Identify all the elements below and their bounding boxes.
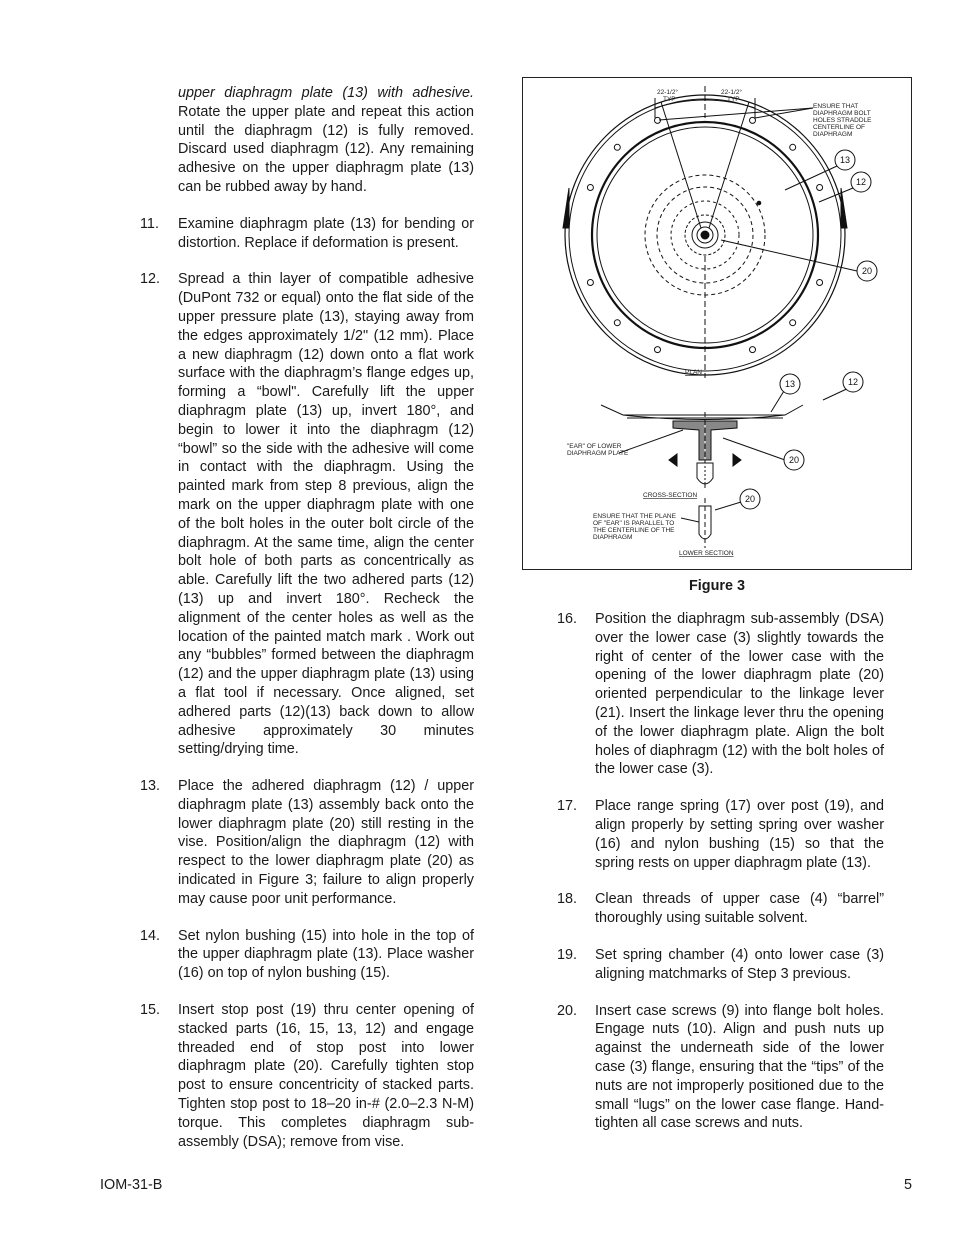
step-number: 20. (557, 1002, 578, 1019)
bubble-13-section: 13 (784, 379, 796, 389)
step-19 (557, 946, 884, 984)
step-13 (140, 777, 474, 909)
note-bottom-line-1: ENSURE THAT THE PLANE (593, 513, 676, 520)
step-number: 16. (557, 611, 578, 627)
typ-right-label: TYP (727, 96, 740, 103)
note-bottom-line-3: THE CENTERLINE OF THE (593, 527, 675, 534)
step-text: Set nylon bushing (15) into hole in the top of the upper diaphragm plate (13). Place washer (16) on top of nylon bushing (15). (178, 927, 474, 982)
step-number: 14. (140, 927, 161, 944)
cross-section-label: CROSS-SECTION (643, 492, 698, 499)
diaphragm-diagram (523, 78, 911, 569)
step-text: Set spring chamber (4) onto lower case (3) aligning matchmarks of Step 3 previous. (595, 946, 884, 982)
right-steps-list (557, 610, 884, 1133)
step-number: 11. (140, 215, 159, 232)
angle-left-label: 22-1/2° (657, 89, 679, 96)
angle-right-label: 22-1/2° (721, 89, 743, 96)
step-number: 12. (140, 271, 161, 288)
bubble-20-plan: 20 (861, 266, 873, 276)
left-steps-list (140, 215, 474, 1152)
step-number: 13. (140, 778, 161, 795)
step-14 (140, 927, 474, 983)
page-number: 5 (903, 1177, 912, 1193)
right-column (557, 610, 884, 1133)
step-number: 19. (557, 946, 578, 963)
step-text: Place the adhered diaphragm (12) / upper diaphragm plate (13) assembly back onto the lower diaphragm plate (20) still resting in the vise. Position/align the diaphragm (12) with respect to the lower diaphragm plate (20) as indicated in Figure 3; failure to align properly may cause poor unit performance. (178, 778, 474, 907)
ear-label-line-2: DIAPHRAGM PLATE (567, 450, 629, 457)
step-text: Insert stop post (19) thru center opening of stacked parts (16, 15, 13, 12) and engage threaded end of stop post into lower diaphragm plate (20). Carefully tighten stop post to ensure concentricity of stacked parts. Tighten stop post to 18–20 in-# (2.0–2.3 N-M) torque. This completes diaphragm sub-assembly (DSA); remove from vise. (178, 1002, 474, 1150)
left-column (140, 84, 474, 1151)
note-bottom-line-4: DIAPHRAGM (593, 534, 633, 541)
step-12 (140, 270, 474, 759)
lower-section-label: LOWER SECTION (679, 550, 734, 557)
step-16 (557, 610, 884, 779)
typ-left-label: TYP (663, 96, 676, 103)
step-20 (557, 1002, 884, 1134)
bubble-20-lower: 20 (744, 494, 756, 504)
bubble-12-section: 12 (847, 377, 859, 387)
bubble-13-plan: 13 (839, 155, 851, 165)
bubble-20-section: 20 (788, 455, 800, 465)
note-top-line-2: DIAPHRAGM BOLT (813, 110, 871, 117)
step-text: Place range spring (17) over post (19), and align properly by setting spring over washer (16) and nylon bushing (15) so that the spring rests on upper diaphragm plate (13). (595, 798, 884, 871)
figure-3-drawing (522, 77, 912, 570)
note-top-line-1: ENSURE THAT (813, 103, 859, 110)
step-18 (557, 890, 884, 928)
continuation-italic: upper diaphragm plate (13) with adhesive. (178, 85, 474, 101)
step-11 (140, 215, 474, 253)
note-top-line-3: HOLES STRADDLE (813, 117, 872, 124)
step-text: Clean threads of upper case (4) “barrel” thoroughly using suitable solvent. (595, 891, 884, 927)
step-text: Insert case screws (9) into flange bolt holes. Engage nuts (10). Align and push nuts up against the underneath side of the lower case (3) flange, ensuring that the “tips” of the nuts are not improperly positioned due to the small “lugs” on the lower case flange. Hand-tighten all case screws and nuts. (595, 1002, 884, 1132)
step-number: 17. (557, 798, 578, 815)
document-id: IOM-31-B (100, 1177, 163, 1193)
step-number: 18. (557, 891, 578, 908)
bubble-12-plan: 12 (855, 177, 867, 187)
step-number: 15. (140, 1002, 161, 1019)
plan-label: PLAN (685, 369, 702, 376)
step-15 (140, 1001, 474, 1151)
step-10-continuation (178, 84, 474, 197)
step-text: Examine diaphragm plate (13) for bending or distortion. Replace if deformation is present. (178, 215, 474, 251)
step-text: Spread a thin layer of compatible adhesive (DuPont 732 or equal) onto the flat side of the upper pressure plate (13), staying away from the edges approximately 1/2" (12 mm). Place a new diaphragm (12) down onto a flat work surface with the diaphragm’s flange edges up, forming a “bowl". Carefully lift the upper diaphragm plate (13) up, invert 180°, and begin to lower it into the diaphragm (12) “bowl” so the side with the adhesive will come in contact with the diaphragm. Using the painted mark from step 8 previous, align the mark on the upper diaphragm plate with one of the bolt holes in the outer bolt circle of the diaphragm. At the same time, align the center bolt hole of both parts as concentrically as able. Carefully lift the two adhered parts (12)(13) up and invert 180°. Recheck the alignment of the center holes as well as the location of the painted match mark . Work out any “bubbles” formed between the diaphragm (12) and the upper diaphragm plate (13) using a flat tool if necessary. Once aligned, set adhered parts (12)(13) back down to allow adhesive approximately 30 minutes setting/drying time. (178, 271, 474, 758)
ear-label-line-1: "EAR" OF LOWER (567, 443, 622, 450)
step-text: Position the diaphragm sub-assembly (DSA) over the lower case (3) slightly towards the right of center of the lower case with the opening of the lower diaphragm plate (20) oriented perpendicular to the linkage lever (21). Insert the linkage lever thru the opening of the lower diaphragm plate. Align the bolt holes of diaphragm (12) with the bolt holes of the lower case (3). (595, 611, 884, 778)
figure-caption: Figure 3 (689, 578, 745, 594)
note-bottom-line-2: OF "EAR" IS PARALLEL TO (593, 520, 675, 527)
note-top-line-5: DIAPHRAGM (813, 131, 853, 138)
continuation-text: Rotate the upper plate and repeat this action until the diaphragm (12) is fully removed. Discard used diaphragm (12). Any remaining adhesive on the upper diaphragm plate (13) can be rubbed away by hand. (178, 103, 474, 195)
note-top-line-4: CENTERLINE OF (813, 124, 866, 131)
step-17 (557, 797, 884, 872)
